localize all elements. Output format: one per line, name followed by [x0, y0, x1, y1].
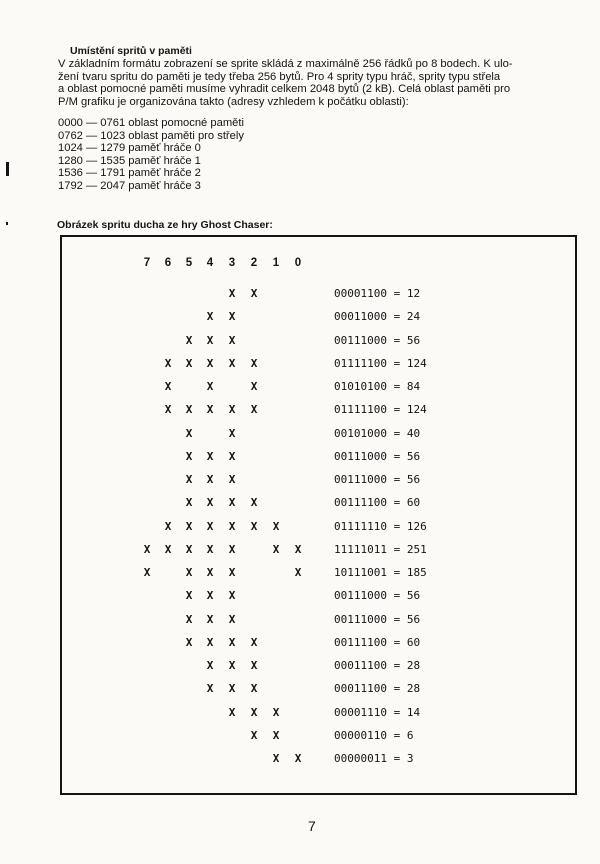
memory-map-row [58, 180, 244, 193]
row-binary-value: 00101000 = 40 [334, 426, 421, 440]
row-binary-value: 00001100 = 12 [334, 287, 421, 300]
sprite-pixel: X [228, 682, 236, 696]
sprite-pixel: X [185, 496, 193, 510]
row-binary-value: 11111011 = 251 [334, 542, 427, 556]
sprite-pixel: X [294, 752, 302, 765]
bit-label-3: 3 [228, 257, 236, 269]
memory-area-description: paměť hráče 3 [128, 179, 201, 192]
address-from: 1024 [58, 142, 83, 155]
sprite-pixel: X [228, 473, 236, 486]
sprite-pixel: X [206, 682, 214, 696]
dash: — [86, 154, 98, 167]
sprite-pixel: X [206, 589, 214, 603]
sprite-pixel: X [185, 612, 193, 626]
sprite-pixel: X [272, 542, 280, 556]
sprite-pixel: X [206, 310, 214, 324]
sprite-pixel: X [228, 403, 236, 417]
sprite-pixel: X [143, 566, 151, 579]
sprite-pixel: X [250, 519, 258, 533]
row-binary-value: 00000011 = 3 [334, 752, 414, 765]
sprite-pixel: X [228, 589, 236, 603]
sprite-pixel: X [185, 356, 193, 370]
sprite-pixel: X [294, 566, 302, 579]
address-to: 1279 [100, 142, 126, 155]
sprite-pixel: X [250, 728, 258, 742]
sprite-pixel: X [272, 705, 280, 719]
sprite-pixel: X [185, 542, 193, 556]
sprite-pixel: X [228, 542, 236, 556]
row-binary-value: 01010100 = 84 [334, 380, 421, 393]
sprite-pixel: X [272, 519, 280, 533]
memory-map-row [58, 117, 244, 130]
sprite-pixel: X [272, 752, 280, 765]
row-binary-value: 00111000 = 56 [334, 333, 421, 347]
memory-area-description: oblast pomocné paměti [128, 117, 244, 129]
bit-label-2: 2 [250, 257, 258, 269]
sprite-pixel: X [164, 519, 172, 533]
bit-label-7: 7 [143, 257, 151, 269]
section-heading: Umístění spritů v paměti [70, 45, 192, 57]
sprite-pixel: X [250, 287, 258, 300]
row-binary-value: 00011100 = 28 [334, 659, 421, 672]
memory-area-description: paměť hráče 1 [128, 154, 201, 167]
sprite-pixel: X [143, 542, 151, 556]
memory-map-row [58, 142, 244, 155]
sprite-pixel: X [185, 589, 193, 603]
sprite-pixel: X [185, 426, 193, 440]
figure-caption: Obrázek spritu ducha ze hry Ghost Chaser: [57, 219, 273, 231]
sprite-pixel: X [185, 449, 193, 463]
address-to: 1535 [100, 154, 126, 167]
margin-mark [6, 222, 8, 225]
page-number: 7 [308, 818, 316, 834]
address-from: 0762 [58, 129, 83, 142]
memory-map-row [58, 155, 244, 168]
row-binary-value: 00111000 = 56 [334, 589, 421, 603]
memory-area-description: oblast paměti pro střely [128, 129, 244, 142]
sprite-pixel: X [250, 705, 258, 719]
intro-paragraph [58, 58, 580, 108]
sprite-pixel: X [228, 310, 236, 324]
row-binary-value: 00011100 = 28 [334, 682, 421, 696]
address-to: 1023 [100, 129, 126, 142]
sprite-pixel: X [228, 356, 236, 370]
sprite-pixel: X [185, 635, 193, 649]
bit-label-1: 1 [272, 257, 280, 269]
address-from: 1792 [58, 179, 83, 192]
sprite-pixel: X [185, 403, 193, 417]
sprite-pixel: X [185, 566, 193, 579]
address-to: 0761 [100, 117, 126, 129]
dash: — [86, 117, 98, 129]
sprite-pixel: X [164, 356, 172, 370]
sprite-pixel: X [164, 542, 172, 556]
dash: — [86, 179, 98, 192]
row-binary-value: 00011000 = 24 [334, 310, 421, 324]
address-to: 1791 [100, 167, 126, 180]
row-binary-value: 00001110 = 14 [334, 705, 421, 719]
sprite-pixel: X [206, 356, 214, 370]
sprite-pixel: X [206, 403, 214, 417]
sprite-pixel: X [206, 496, 214, 510]
dash: — [86, 167, 98, 180]
sprite-pixel: X [185, 519, 193, 533]
sprite-pixel: X [228, 449, 236, 463]
dash: — [86, 142, 98, 155]
sprite-pixel: X [228, 705, 236, 719]
sprite-pixel: X [228, 659, 236, 672]
sprite-pixel: X [228, 612, 236, 626]
sprite-pixel: X [294, 542, 302, 556]
address-from: 1280 [58, 154, 83, 167]
memory-map [58, 117, 244, 193]
sprite-pixel: X [206, 380, 214, 393]
bit-label-6: 6 [164, 257, 172, 269]
sprite-pixel: X [228, 566, 236, 579]
sprite-pixel: X [250, 496, 258, 510]
memory-map-row [58, 167, 244, 180]
sprite-pixel: X [206, 635, 214, 649]
dash: — [86, 129, 98, 142]
sprite-pixel: X [164, 403, 172, 417]
sprite-pixel: X [250, 635, 258, 649]
bit-label-4: 4 [206, 257, 214, 269]
sprite-pixel: X [250, 380, 258, 393]
memory-map-row [58, 130, 244, 143]
intro-line: V základním formátu zobrazení se sprite skládá z maximálně 256 řádků po 8 bodech. K ulo- [58, 58, 513, 70]
sprite-pixel: X [228, 519, 236, 533]
bit-label-5: 5 [185, 257, 193, 269]
sprite-pixel: X [185, 333, 193, 347]
sprite-pixel: X [206, 542, 214, 556]
sprite-pixel: X [206, 612, 214, 626]
sprite-pixel: X [206, 333, 214, 347]
sprite-pixel: X [206, 659, 214, 672]
row-binary-value: 00111000 = 56 [334, 473, 421, 486]
row-binary-value: 00111100 = 60 [334, 496, 421, 510]
sprite-pixel: X [250, 682, 258, 696]
intro-line: P/M grafiku je organizována takto (adresy vzhledem k počátku oblasti): [58, 95, 409, 108]
intro-line: žení tvaru spritu do paměti je tedy třeba 256 bytů. Pro 4 sprity typu hráč, sprity typu střela [58, 70, 501, 83]
row-binary-value: 00000110 = 6 [334, 728, 414, 742]
sprite-pixel: X [206, 473, 214, 486]
row-binary-value: 01111110 = 126 [334, 519, 427, 533]
sprite-pixel: X [228, 496, 236, 510]
sprite-pixel: X [185, 473, 193, 486]
intro-line: a oblast pomocné paměti musíme vyhradit celkem 2048 bytů (2 kB). Celá oblast paměti pro [58, 83, 511, 96]
sprite-pixel: X [206, 519, 214, 533]
address-from: 1536 [58, 167, 83, 180]
sprite-pixel: X [206, 566, 214, 579]
bit-label-0: 0 [294, 257, 302, 269]
sprite-pixel: X [250, 403, 258, 417]
address-from: 0000 [58, 117, 83, 129]
sprite-pixel: X [228, 426, 236, 440]
sprite-pixel: X [228, 333, 236, 347]
margin-mark [6, 162, 9, 176]
sprite-pixel: X [250, 356, 258, 370]
row-binary-value: 00111000 = 56 [334, 612, 421, 626]
sprite-pixel: X [272, 728, 280, 742]
sprite-pixel: X [164, 380, 172, 393]
row-binary-value: 01111100 = 124 [334, 403, 427, 417]
sprite-pixel: X [228, 635, 236, 649]
sprite-figure [60, 235, 577, 795]
sprite-pixel: X [250, 659, 258, 672]
row-binary-value: 01111100 = 124 [334, 356, 427, 370]
row-binary-value: 10111001 = 185 [334, 566, 427, 579]
sprite-pixel: X [206, 449, 214, 463]
row-binary-value: 00111100 = 60 [334, 635, 421, 649]
address-to: 2047 [100, 179, 126, 192]
row-binary-value: 00111000 = 56 [334, 449, 421, 463]
memory-area-description: paměť hráče 0 [128, 142, 201, 155]
memory-area-description: paměť hráče 2 [128, 167, 201, 180]
sprite-pixel: X [228, 287, 236, 300]
